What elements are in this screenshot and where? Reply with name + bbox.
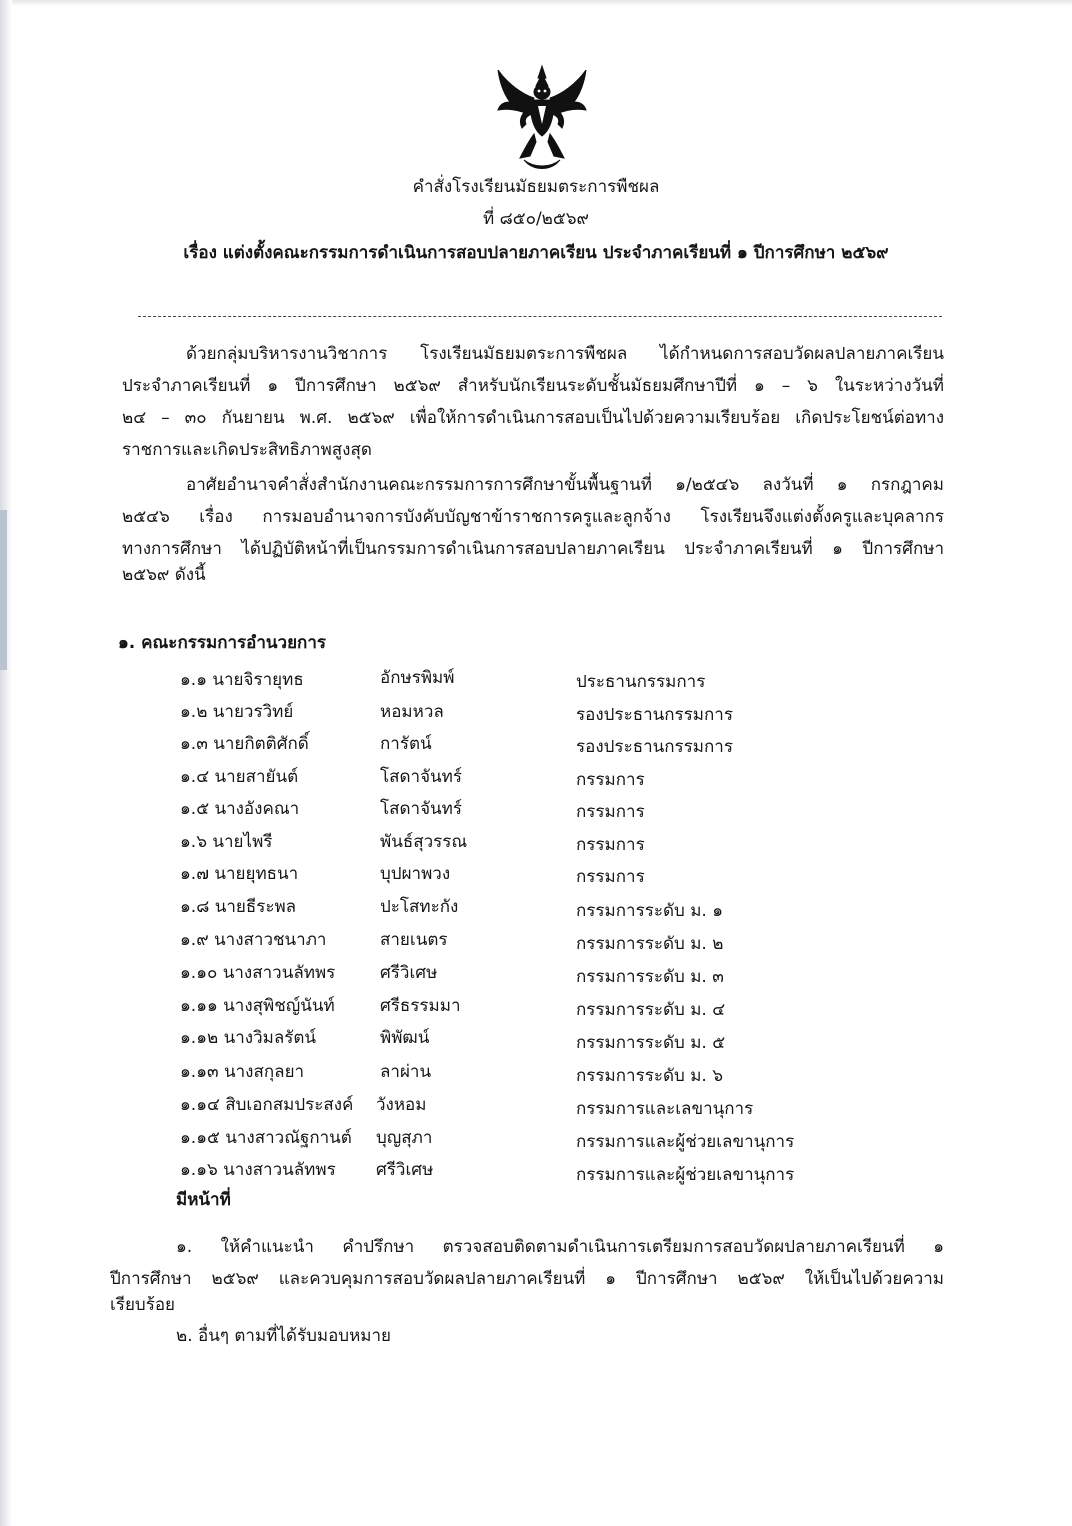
member-surname: โสดาจันทร์ <box>380 767 463 787</box>
paragraph2-line2: ๒๕๔๖ เรื่อง การมอบอำนาจการบังคับบัญชาข้าราชการครูและลูกจ้าง โรงเรียนจึงแต่งตั้งครูและบุคลากร <box>122 507 944 527</box>
paragraph2-line3: ทางการศึกษา ได้ปฏิบัติหน้าที่เป็นกรรมการดำเนินการสอบปลายภาคเรียน ประจำภาคเรียนที่ ๑ ปีการศึกษา <box>122 539 944 559</box>
member-surname: ลาผ่าน <box>380 1062 432 1082</box>
member-surname: อักษรพิมพ์ <box>380 668 455 688</box>
member-surname: การัตน์ <box>380 734 432 754</box>
member-name: ๑.๑๖ นางสาวนลัทพร <box>180 1160 336 1180</box>
member-surname: ศรีวิเศษ <box>376 1160 434 1180</box>
scan-top-edge <box>0 0 1072 6</box>
member-role: กรรมการระดับ ม. ๔ <box>576 1000 726 1020</box>
member-name: ๑.๑ นายจิรายุทธ <box>180 670 304 690</box>
paragraph1-line1: ด้วยกลุ่มบริหารงานวิชาการ โรงเรียนมัธยมตระการพืชผล ได้กำหนดการสอบวัดผลปลายภาคเรียน <box>186 344 944 364</box>
member-surname: หอมหวล <box>380 702 444 722</box>
member-name: ๑.๓ นายกิตติศักดิ์ <box>180 734 309 754</box>
member-name: ๑.๙ นางสาวชนาภา <box>180 930 327 950</box>
member-role: ประธานกรรมการ <box>576 672 706 692</box>
member-surname: วังหอม <box>376 1095 427 1115</box>
member-name: ๑.๑๔ สิบเอกสมประสงค์ <box>180 1095 354 1115</box>
member-role: กรรมการและเลขานุการ <box>576 1099 754 1119</box>
member-name: ๑.๑๐ นางสาวนลัทพร <box>180 963 336 983</box>
member-role: กรรมการ <box>576 835 645 855</box>
paragraph1-line3: ๒๔ – ๓๐ กันยายน พ.ศ. ๒๕๖๙ เพื่อให้การดำเนินการสอบเป็นไปด้วยความเรียบร้อย เกิดประโยชน์ต่อทาง <box>122 408 944 428</box>
member-surname: พิพัฒน์ <box>380 1028 430 1048</box>
section1-heading: ๑. คณะกรรมการอำนวยการ <box>118 633 327 653</box>
member-name: ๑.๕ นางอังคณา <box>180 799 300 819</box>
member-name: ๑.๑๓ นางสกุลยา <box>180 1062 305 1082</box>
member-name: ๑.๖ นายไพรี <box>180 832 273 852</box>
member-name: ๑.๘ นายธีระพล <box>180 897 297 917</box>
member-surname: พันธ์สุวรรณ <box>380 832 468 852</box>
paragraph1-line2: ประจำภาคเรียนที่ ๑ ปีการศึกษา ๒๕๖๙ สำหรับนักเรียนระดับชั้นมัธยมศึกษาปีที่ ๑ – ๖ ในระหว่างวันที่ <box>122 376 944 396</box>
order-title: คำสั่งโรงเรียนมัธยมตระการพืชผล <box>412 177 660 197</box>
duty-heading: มีหน้าที่ <box>176 1190 231 1210</box>
garuda-emblem-icon <box>494 64 590 172</box>
member-surname: โสดาจันทร์ <box>380 799 463 819</box>
member-role: กรรมการระดับ ม. ๑ <box>576 901 724 921</box>
member-name: ๑.๗ นายยุทธนา <box>180 864 299 884</box>
duty1-line2: ปีการศึกษา ๒๕๖๙ และควบคุมการสอบวัดผลปลายภาคเรียนที่ ๑ ปีการศึกษา ๒๕๖๙ ให้เป็นไปด้วยความ <box>110 1269 944 1289</box>
member-surname: บุปผาพวง <box>380 864 451 884</box>
header-divider <box>138 316 942 317</box>
member-role: กรรมการ <box>576 802 645 822</box>
member-name: ๑.๑๕ นางสาวณัฐกานต์ <box>180 1128 352 1148</box>
member-role: รองประธานกรรมการ <box>576 705 733 725</box>
member-surname: ศรีธรรมมา <box>380 996 461 1016</box>
member-role: กรรมการระดับ ม. ๓ <box>576 967 724 987</box>
member-surname: สายเนตร <box>380 930 448 950</box>
member-role: กรรมการ <box>576 867 645 887</box>
duty2: ๒. อื่นๆ ตามที่ได้รับมอบหมาย <box>176 1326 392 1346</box>
member-name: ๑.๔ นายสายันต์ <box>180 767 299 787</box>
member-name: ๑.๒ นายวรวิทย์ <box>180 702 294 722</box>
member-role: กรรมการและผู้ช่วยเลขานุการ <box>576 1165 795 1185</box>
member-role: กรรมการระดับ ม. ๒ <box>576 934 724 954</box>
order-subject: เรื่อง แต่งตั้งคณะกรรมการดำเนินการสอบปลายภาคเรียน ประจำภาคเรียนที่ ๑ ปีการศึกษา ๒๕๖๙ <box>183 243 889 263</box>
member-role: รองประธานกรรมการ <box>576 737 733 757</box>
member-role: กรรมการและผู้ช่วยเลขานุการ <box>576 1132 795 1152</box>
member-surname: ศรีวิเศษ <box>380 963 438 983</box>
order-number: ที่ ๘๕๐/๒๕๖๙ <box>482 209 589 229</box>
paragraph2-line1: อาศัยอำนาจคำสั่งสำนักงานคณะกรรมการการศึกษาขั้นพื้นฐานที่ ๑/๒๕๔๖ ลงวันที่ ๑ กรกฎาคม <box>186 475 944 495</box>
paragraph2-line4: ๒๕๖๙ ดังนี้ <box>122 565 206 585</box>
member-role: กรรมการระดับ ม. ๖ <box>576 1066 724 1086</box>
scan-left-strip <box>0 510 7 670</box>
member-surname: บุญสุภา <box>376 1128 433 1148</box>
duty1-line1: ๑. ให้คำแนะนำ คำปรึกษา ตรวจสอบติดตามดำเนินการเตรียมการสอบวัดผปลายภาคเรียนที่ ๑ <box>176 1237 944 1257</box>
duty1-line3: เรียบร้อย <box>110 1295 175 1315</box>
member-name: ๑.๑๑ นางสุพิชญ์นันท์ <box>180 996 335 1016</box>
member-surname: ปะโสทะกัง <box>380 897 459 917</box>
paragraph1-line4: ราชการและเกิดประสิทธิภาพสูงสุด <box>122 440 372 460</box>
member-name: ๑.๑๒ นางวิมลรัตน์ <box>180 1028 317 1048</box>
member-role: กรรมการ <box>576 770 645 790</box>
member-role: กรรมการระดับ ม. ๕ <box>576 1033 726 1053</box>
